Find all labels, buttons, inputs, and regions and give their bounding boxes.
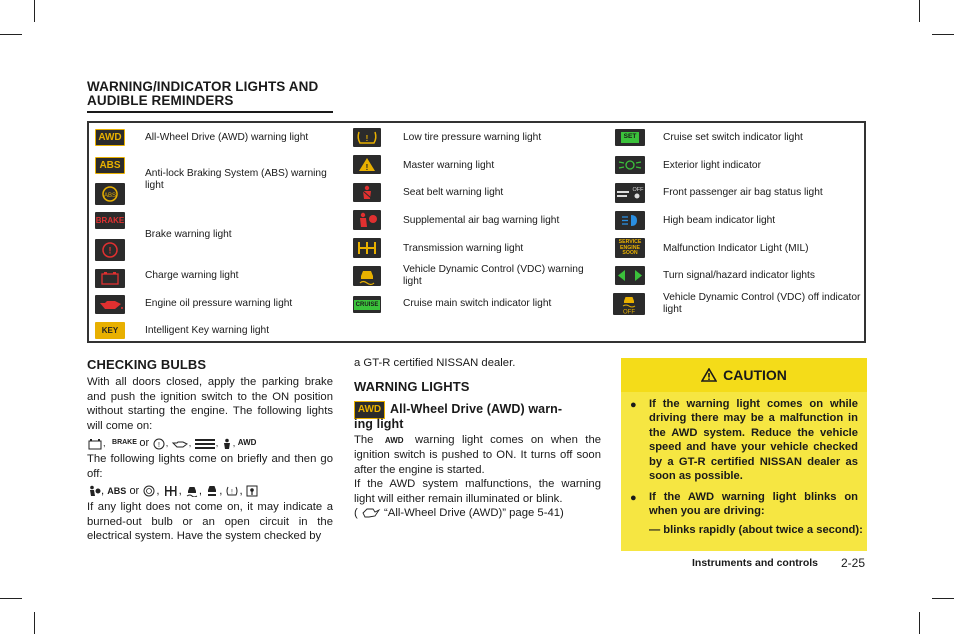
crop-mark — [0, 34, 22, 35]
svg-text:!: ! — [108, 245, 112, 256]
crop-mark — [919, 0, 920, 22]
text: warning light comes on when the ignition switch is pushed to ON. It turns off soon after the engine is started. — [354, 433, 602, 476]
light-label: Front passenger air bag status light — [663, 187, 823, 198]
vdc-icon — [185, 485, 199, 497]
airbag-icon — [353, 210, 381, 230]
svg-text:!: ! — [157, 441, 160, 449]
service-engine-icon: SERVICE ENGINE SOON — [615, 238, 645, 258]
turn-signal-icon — [615, 266, 645, 285]
cruise-icon — [353, 296, 381, 313]
battery-icon — [95, 269, 125, 288]
section-heading: CHECKING BULBS — [87, 357, 207, 372]
light-label: Intelligent Key warning light — [145, 325, 270, 336]
icon-line: , ABS or , , , , ! , — [87, 484, 333, 500]
light-label: Charge warning light — [145, 270, 239, 281]
title-underline — [87, 111, 333, 113]
paragraph: With all doors closed, apply the parking brake and push the ignition switch to the ON position without starting the engine. The following lights will come on: — [87, 376, 333, 432]
vdc-off-icon — [205, 485, 219, 497]
cruise-icon-label: CRUISE — [355, 301, 379, 308]
caution-box — [621, 358, 867, 551]
exterior-light-icon — [615, 156, 645, 174]
vdc-icon — [353, 266, 381, 286]
crop-mark — [34, 612, 35, 634]
section-heading: WARNING LIGHTS — [354, 378, 470, 394]
warning-lights-section — [354, 356, 601, 521]
light-label: Vehicle Dynamic Control (VDC) warning light — [403, 264, 584, 287]
svg-text:!: ! — [365, 134, 369, 143]
set-icon-label: SET — [621, 132, 640, 143]
caution-item: If the AWD warning light blinks on when you are driving: — [649, 491, 858, 518]
oil-can-icon — [171, 438, 189, 450]
sub-heading-line1: All-Wheel Drive (AWD) warn- — [390, 401, 563, 416]
awd-icon: AWD — [95, 129, 125, 146]
light-label: Master warning light — [403, 160, 495, 171]
caution-item: If the warning light comes on while driving there may be a malfunction in the AWD system. Reduce the vehicle speed and have your vehicle checked by a GT-R certified NISSAN dealer as soon as possible. — [649, 398, 858, 483]
svg-text:OFF: OFF — [632, 187, 644, 193]
abs-icon: ABS — [95, 157, 125, 174]
brake-circle-icon — [95, 239, 125, 261]
vdc-off-label: OFF — [623, 309, 635, 315]
abs-text-icon: ABS — [107, 486, 127, 496]
crop-mark — [932, 34, 954, 35]
oil-can-icon — [95, 295, 125, 314]
transmission-icon — [163, 485, 179, 497]
warning-triangle-icon — [701, 368, 717, 382]
caution-header — [621, 358, 867, 392]
abs-circle-icon — [142, 485, 156, 497]
light-label: Transmission warning light — [403, 243, 524, 254]
light-label: Malfunction Indicator Light (MIL) — [663, 243, 809, 254]
paragraph: If any light does not come on, it may indicate a burned-out bulb or an open circuit in the electrical system. Have the system checked by — [87, 501, 333, 542]
awd-icon: AWD — [354, 401, 385, 419]
brake-icon: BRAKE — [95, 212, 125, 229]
vdc-off-icon — [613, 293, 645, 315]
transmission-icon — [353, 238, 381, 258]
light-label: Vehicle Dynamic Control (VDC) off indicator light — [663, 292, 861, 315]
abs-circle-icon — [95, 183, 125, 205]
or-text: or — [129, 485, 140, 497]
service-engine-icon — [194, 437, 216, 451]
light-label: Brake warning light — [145, 229, 232, 240]
key-icon: KEY — [95, 322, 125, 339]
page-title: WARNING/INDICATOR LIGHTS AND AUDIBLE REMINDERS — [87, 79, 319, 108]
light-label: Cruise set switch indicator light — [663, 132, 803, 143]
or-text: or — [139, 437, 150, 450]
brake-circle-icon — [152, 438, 166, 450]
paragraph: The following lights come on briefly and then go off: — [87, 453, 333, 480]
paragraph: a GT-R certified NISSAN dealer. — [354, 357, 516, 369]
light-label: All-Wheel Drive (AWD) warning light — [145, 132, 309, 143]
crop-mark — [919, 612, 920, 634]
light-label: Exterior light indicator — [663, 160, 761, 171]
bullet: ● — [630, 399, 637, 411]
lights-table — [87, 121, 866, 343]
page-number: 2-25 — [841, 556, 866, 570]
light-label: High beam indicator light — [663, 215, 776, 226]
crop-mark — [932, 598, 954, 599]
svg-text:!: ! — [365, 163, 369, 172]
caution-title: CAUTION — [723, 367, 787, 383]
passenger-airbag-icon — [615, 183, 645, 203]
sub-heading-line2: ing light — [354, 416, 404, 431]
reference-book-icon — [361, 507, 381, 519]
icon-line: , BRAKE or ! , , , , AWD — [87, 436, 333, 452]
awd-text-icon: AWD — [237, 438, 257, 448]
caution-sub-item: — blinks rapidly (about twice a second): — [649, 524, 863, 536]
high-beam-icon — [615, 211, 645, 230]
tire-pressure-icon — [353, 128, 381, 147]
tire-pressure-icon — [225, 485, 239, 497]
checking-bulbs-section — [87, 356, 333, 544]
master-warning-icon — [353, 155, 381, 174]
crop-mark — [34, 0, 35, 22]
text: The — [354, 433, 374, 446]
key-icon — [246, 485, 258, 497]
awd-text-icon: AWD — [384, 435, 404, 445]
text: ( — [354, 507, 358, 519]
light-label: Low tire pressure warning light — [403, 132, 542, 143]
page-reference — [354, 506, 601, 521]
brake-text-icon: BRAKE — [112, 439, 137, 447]
footer-section: Instruments and controls — [692, 557, 819, 569]
bullet: ● — [630, 492, 637, 504]
paragraph — [354, 433, 601, 478]
svg-text:ABS: ABS — [103, 193, 117, 199]
crop-mark — [0, 598, 22, 599]
svg-text:!: ! — [231, 489, 234, 496]
light-label: Seat belt warning light — [403, 187, 504, 198]
paragraph: If the AWD system malfunctions, the warning light will either remain illuminated or blink. — [354, 478, 601, 505]
light-label: Engine oil pressure warning light — [145, 298, 293, 309]
set-icon — [615, 129, 645, 146]
light-label: Supplemental air bag warning light — [403, 215, 560, 226]
seat-belt-icon — [221, 438, 233, 450]
reference-link[interactable]: “All-Wheel Drive (AWD)” page 5-41) — [384, 507, 564, 519]
light-label: Anti-lock Braking System (ABS) warning light — [145, 168, 327, 191]
sub-heading — [354, 400, 601, 430]
light-label: Turn signal/hazard indicator lights — [663, 270, 815, 281]
seat-belt-icon — [353, 183, 381, 202]
light-label: Cruise main switch indicator light — [403, 298, 552, 309]
battery-icon — [87, 438, 103, 450]
airbag-icon — [87, 485, 101, 497]
